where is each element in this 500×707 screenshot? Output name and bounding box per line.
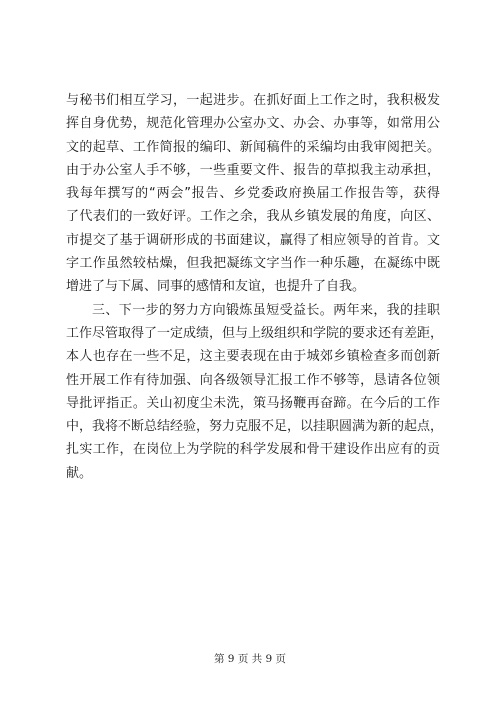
text-line: 导批评指正。关山初度尘未洗，策马扬鞭再奋蹄。在今后的工作 [66,395,440,411]
text-line: 挥自身优势，规范化管理办公室办文、办会、办事等，如常用公 [66,116,440,132]
text-line: 我每年撰写的“两会”报告、乡党委政府换届工作报告等，获得 [66,186,440,202]
body-text [66,89,444,485]
section-heading-line: 三、下一步的努力方向锻炼虽短受益长。两年来，我的挂职 [92,302,440,318]
text-line: 字工作虽然较枯燥，但我把凝练文字当作一种乐趣，在凝练中既 [66,256,440,272]
text-line: 文的起草、工作简报的编印、新闻稿件的采编均由我审阅把关。 [66,139,440,155]
text-line: 增进了与下属、同事的感情和友谊，也提升了自我。 [66,279,366,295]
text-line: 与秘书们相互学习，一起进步。在抓好面上工作之时，我积极发 [66,93,440,108]
text-line: 由于办公室人手不够，一些重要文件、报告的草拟我主动承担， [66,162,440,178]
page-number-footer: 第 9 页 共 9 页 [213,653,287,665]
text-line: 性开展工作有待加强、向各级领导汇报工作不够等，恳请各位领 [66,372,440,388]
text-line: 扎实工作，在岗位上为学院的科学发展和骨干建设作出应有的贡 [66,442,440,458]
text-line: 本人也存在一些不足，这主要表现在由于城郊乡镇检查多而创新 [66,349,440,365]
text-line: 献。 [66,465,93,481]
text-line: 工作尽管取得了一定成绩，但与上级组织和学院的要求还有差距， [66,325,444,341]
text-line: 了代表们的一致好评。工作之余，我从乡镇发展的角度，向区、 [66,209,440,225]
text-line: 市提交了基于调研形成的书面建议，赢得了相应领导的首肯。文 [66,232,440,248]
text-line: 中，我将不断总结经验，努力克服不足，以挂职圆满为新的起点， [66,419,444,435]
